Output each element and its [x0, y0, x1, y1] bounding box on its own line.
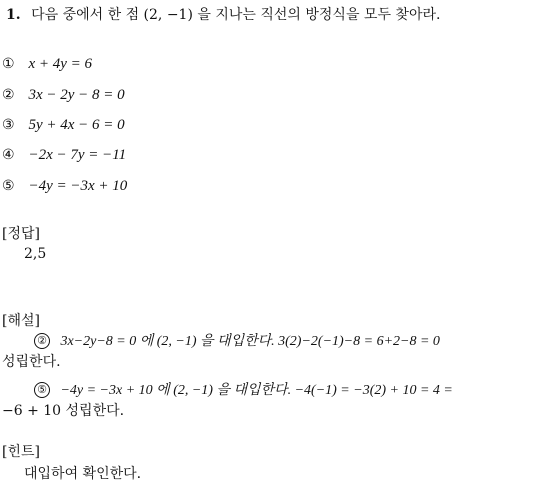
option-4: [2, 147, 126, 164]
explanation-label: [해설]: [2, 313, 40, 329]
option-expression: −4y = −3x + 10: [28, 178, 128, 194]
option-2: [2, 87, 125, 104]
option-marker: ①: [2, 56, 15, 72]
option-expression: 5y + 4x − 6 = 0: [28, 117, 125, 133]
explanation-item-2: [34, 380, 532, 401]
option-expression: 3x − 2y − 8 = 0: [28, 87, 125, 103]
explanation-text: 3x−2y−8 = 0 에 (2, −1) 을 대입한다. 3(2)−2(−1)−8 = 6+2−8 = 0: [60, 334, 440, 349]
option-5: [2, 178, 127, 195]
option-marker: ②: [2, 87, 15, 103]
option-expression: x + 4y = 6: [28, 56, 93, 72]
explanation-marker: ②: [34, 333, 50, 349]
explanation-text: −4y = −3x + 10 에 (2, −1) 을 대입한다. −4(−1) = −3(2) + 10 = 4 =: [60, 383, 453, 398]
explanation-marker: ⑤: [34, 382, 50, 398]
option-marker: ④: [2, 147, 15, 163]
answer-label: [정답]: [2, 226, 40, 242]
explanation-item-2-cont: −6 + 10 성립한다.: [2, 403, 125, 419]
question-text: 다음 중에서 한 점 (2, −1) 을 지나는 직선의 방정식을 모두 찾아라.: [31, 7, 441, 23]
option-1: [2, 56, 92, 73]
hint-text: 대입하여 확인한다.: [24, 466, 142, 482]
explanation-item-1: [34, 331, 532, 352]
option-3: [2, 117, 125, 134]
option-marker: ③: [2, 117, 15, 133]
question-line: [6, 4, 440, 24]
hint-label: [힌트]: [2, 444, 40, 460]
option-expression: −2x − 7y = −11: [28, 147, 127, 163]
answer-value: 2,5: [24, 246, 47, 262]
explanation-item-1-cont: 성립한다.: [2, 354, 61, 370]
question-number: 1.: [6, 7, 21, 23]
option-marker: ⑤: [2, 178, 15, 194]
